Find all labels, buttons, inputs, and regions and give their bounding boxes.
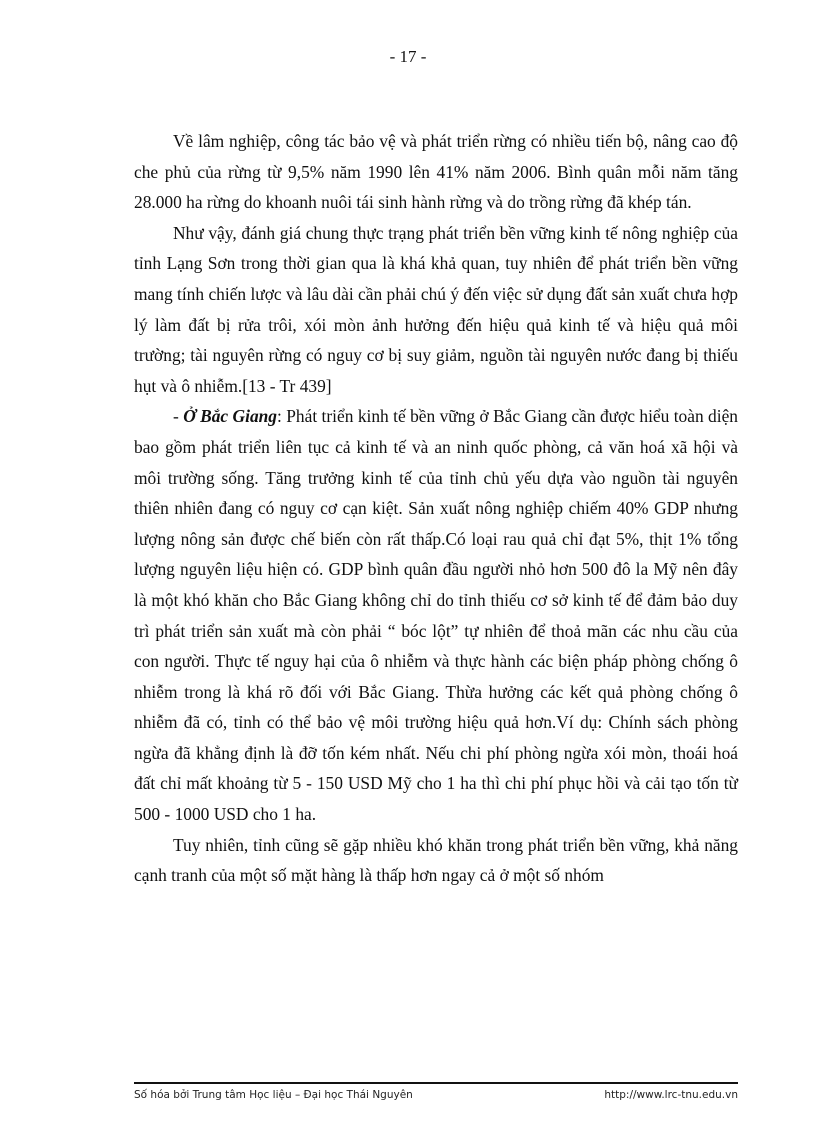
footer-source: Số hóa bởi Trung tâm Học liệu – Đại học Thái Nguyên	[134, 1089, 413, 1101]
bac-giang-heading: Ở Bắc Giang	[183, 406, 278, 427]
document-body	[134, 126, 738, 891]
bac-giang-text: : Phát triển kinh tế bền vững ở Bắc Giang cần được hiểu toàn diện bao gồm phát triển liên tục cả kinh tế và an ninh quốc phòng, cả văn hoá xã hội và môi trường sống. Tăng trưởng kinh tế của tỉnh chủ yếu dựa vào nguồn tài nguyên thiên nhiên đang có nguy cơ cạn kiệt. Sản xuất nông nghiệp chiếm 40% GDP nhưng lượng nông sản được chế biến còn rất thấp.Có loại rau quả chỉ đạt 5%, thịt 1% tổng lượng nguyên liệu hiện có. GDP bình quân đầu người nhỏ hơn 500 đô la Mỹ nên đây là một khó khăn cho Bắc Giang không chỉ do tỉnh thiếu cơ sở kinh tế để đảm bảo duy trì phát triển sản xuất mà còn phải “ bóc lột” tự nhiên để thoả mãn các nhu cầu của con người. Thực tế nguy hại của ô nhiễm và thực hành các biện pháp phòng chống ô nhiễm trong là khá rõ đối với Bắc Giang. Thừa hưởng các kết quả phòng chống ô nhiễm đã có, tỉnh có thể bảo vệ môi trường hiệu quả hơn.Ví dụ: Chính sách phòng ngừa đã khẳng định là đỡ tốn kém nhất. Nếu chi phí phòng ngừa xói mòn, thoái hoá đất chỉ mất khoảng từ 5 - 150 USD Mỹ cho 1 ha thì chi phí phục hồi và cải tạo tốn từ 500 - 1000 USD cho 1 ha.	[134, 406, 738, 825]
footer-divider	[134, 1082, 738, 1084]
paragraph-difficulties: Tuy nhiên, tỉnh cũng sẽ gặp nhiều khó khăn trong phát triển bền vững, khả năng cạnh tranh của một số mặt hàng là thấp hơn ngay cả ở một số nhóm	[134, 834, 738, 886]
bullet-dash: -	[173, 406, 184, 427]
footer	[134, 1089, 738, 1101]
paragraph-bac-giang	[134, 401, 738, 829]
page-number: - 17 -	[389, 47, 427, 66]
footer-url[interactable]: http://www.lrc-tnu.edu.vn	[604, 1089, 738, 1101]
paragraph-lang-son-assessment: Như vậy, đánh giá chung thực trạng phát triển bền vững kinh tế nông nghiệp của tỉnh Lạng Sơn trong thời gian qua là khá khả quan, tuy nhiên để phát triển bền vững mang tính chiến lược và lâu dài cần phải chú ý đến việc sử dụng đất sản xuất chưa hợp lý làm đất bị rửa trôi, xói mòn ảnh hưởng đến hiệu quả kinh tế và hiệu quả môi trường; tài nguyên rừng có nguy cơ bị suy giảm, nguồn tài nguyên nước đang bị thiếu hụt và ô nhiễm.[13 - Tr 439]	[134, 222, 738, 396]
paragraph-forestry: Về lâm nghiệp, công tác bảo vệ và phát triển rừng có nhiều tiến bộ, nâng cao độ che phủ của rừng từ 9,5% năm 1990 lên 41% năm 2006. Bình quân mỗi năm tăng 28.000 ha rừng do khoanh nuôi tái sinh hành rừng và do trồng rừng đã khép tán.	[134, 131, 738, 213]
